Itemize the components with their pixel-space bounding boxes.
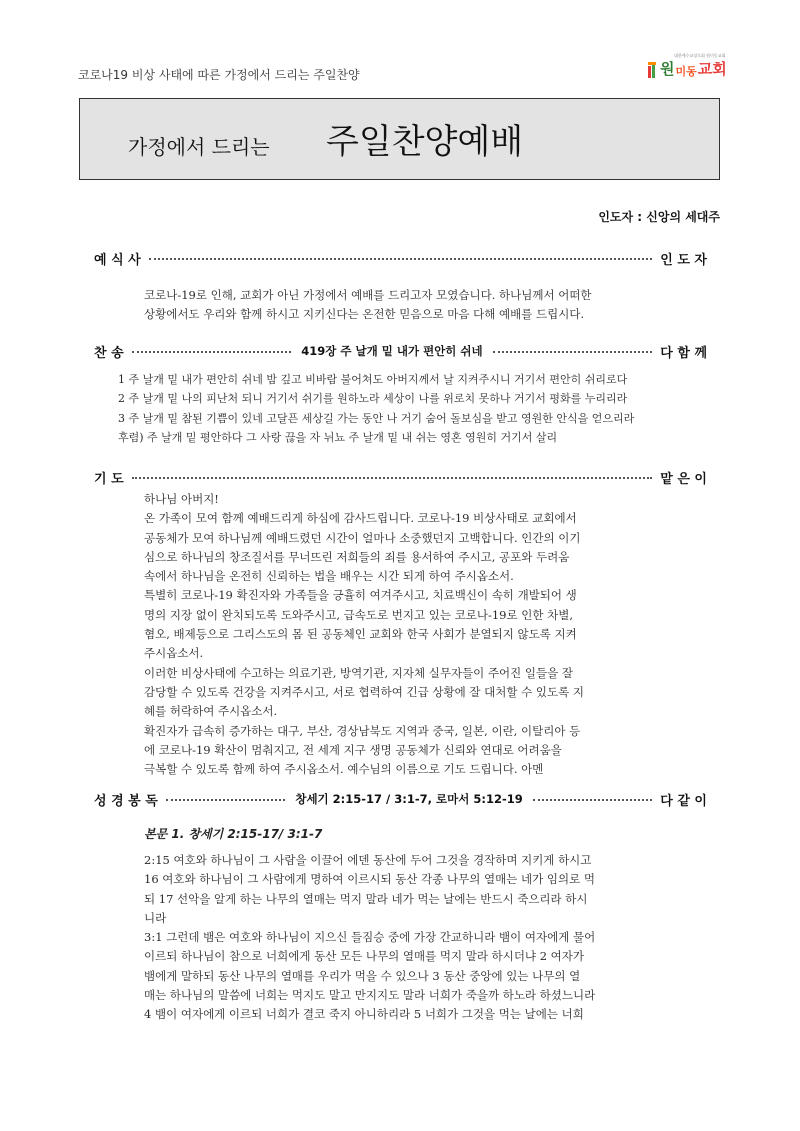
text-line: 극복할 수 있도록 함께 하여 주시옵소서. 예수님의 이름으로 기도 드립니다. 아멘 xyxy=(144,762,544,777)
text-line: 상황에서도 우리와 함께 하시고 지키신다는 온전한 믿음으로 마음 다해 예배를 드립시다. xyxy=(144,307,585,322)
church-logo-icon xyxy=(648,60,658,78)
text-line: 1 주 날개 밑 내가 편안히 쉬네 밤 깊고 비바람 불어쳐도 아버지께서 날 지켜주시니 거기서 편안히 쉬리로다 xyxy=(118,373,628,386)
worship-words-text xyxy=(144,286,592,325)
text-line: 니라 xyxy=(144,910,167,925)
section-role: 다 함 께 xyxy=(660,345,708,361)
section-role: 인 도 자 xyxy=(660,252,707,268)
text-line: 코로나-19로 인해, 교회가 아닌 가정에서 예배를 드리고자 모였습니다. 하나님께서 어떠한 xyxy=(144,288,592,302)
text-line: 2:15 여호와 하나님이 그 사람을 이끌어 에덴 동산에 두어 그것을 경작하며 지키게 하시고 xyxy=(144,853,592,867)
text-line: 혜를 허락하여 주시옵소서. xyxy=(144,704,278,719)
hymn-title: 419장 주 날개 밑 내가 편안히 쉬네 xyxy=(301,344,483,358)
dotted-leader xyxy=(149,258,653,260)
dotted-leader xyxy=(132,477,653,479)
text-line: 공동체가 모여 하나님께 예배드렸던 시간이 얼마나 소중했던지 고백합니다. 인간의 이기 xyxy=(144,530,581,545)
text-line: 후렴) 주 날개 밑 평안하다 그 사랑 끊을 자 뉘뇨 주 날개 밑 내 쉬는 영혼 영원히 거기서 살리 xyxy=(118,430,558,444)
section-label: 예 식 사 xyxy=(94,252,141,268)
logo-prefix: 원 xyxy=(660,60,675,78)
leader-line: 인도자 : 신앙의 세대주 xyxy=(598,210,720,224)
section-role: 다 같 이 xyxy=(660,793,707,809)
dotted-leader xyxy=(493,351,653,353)
logo-suffix: 교회 xyxy=(697,60,727,78)
text-line: 심으로 하나님의 창조질서를 무너뜨린 저희들의 죄를 용서하여 주시고, 공포와 두려움 xyxy=(144,549,570,564)
page-title: 주일찬양예배 xyxy=(326,122,524,162)
text-line: 감당할 수 있도록 건강을 지켜주시고, 서로 협력하여 긴급 상황에 잘 대처할 수 있도록 지 xyxy=(144,684,584,699)
dotted-leader xyxy=(166,799,286,801)
text-line: 명의 지장 없이 완치되도록 도와주시고, 급속도로 번지고 있는 코로나-19로 인한 차별, xyxy=(144,607,573,622)
text-line: 2 주 날개 밑 나의 피난처 되니 거기서 쉬기를 원하노라 세상이 나를 위로치 못하나 거기서 평화를 누리리라 xyxy=(118,392,628,406)
section-prayer xyxy=(94,468,707,486)
scripture-text xyxy=(144,851,595,1025)
section-hymn xyxy=(94,342,707,360)
scripture-subhead: 본문 1. 창세기 2:15-17/ 3:1-7 xyxy=(144,827,323,841)
prayer-text xyxy=(144,490,584,779)
dotted-leader xyxy=(533,799,653,801)
section-label: 찬 송 xyxy=(94,345,124,361)
text-line: 매는 하나님의 말씀에 너희는 먹지도 말고 만지지도 말라 너희가 죽을까 하노라 하셨느니라 xyxy=(144,988,596,1003)
section-label: 기 도 xyxy=(94,471,124,487)
text-line: 온 가족이 모여 함께 예배드리게 하심에 감사드립니다. 코로나-19 비상사태로 교회에서 xyxy=(144,511,577,526)
scripture-reference: 창세기 2:15-17 / 3:1-7, 로마서 5:12-19 xyxy=(295,792,523,806)
text-line: 확진자가 급속히 증가하는 대구, 부산, 경상남북도 지역과 중국, 일본, 이란, 이탈리아 등 xyxy=(144,723,581,738)
text-line: 하나님 아버지! xyxy=(144,492,219,506)
text-line: 4 뱀이 여자에게 이르되 너희가 결코 죽지 아니하리라 5 너희가 그것을 먹는 날에는 너희 xyxy=(144,1007,584,1022)
title-small: 가정에서 드리는 xyxy=(128,135,270,159)
section-scripture xyxy=(94,790,707,808)
church-logo xyxy=(648,53,727,79)
section-label: 성 경 봉 독 xyxy=(94,793,158,809)
text-line: 주시옵소서. xyxy=(144,646,204,661)
hymn-lyrics xyxy=(118,370,634,447)
dotted-leader xyxy=(132,351,292,353)
title-box xyxy=(79,98,720,180)
logo-small: 미동 xyxy=(675,65,697,78)
text-line: 3:1 그런데 뱀은 여호와 하나님이 지으신 들짐승 중에 가장 간교하니라 뱀이 여자에게 물어 xyxy=(144,930,596,945)
header-note: 코로나19 비상 사태에 따른 가정에서 드리는 주일찬양 xyxy=(78,68,360,82)
text-line: 특별히 코로나-19 확진자와 가족들을 긍휼히 여겨주시고, 치료백신이 속히 개발되어 생 xyxy=(144,588,577,603)
text-line: 3 주 날개 밑 참된 기쁨이 있네 고달픈 세상길 가는 동안 나 거기 숨어 돌보심을 받고 영원한 안식을 얻으리라 xyxy=(118,411,635,425)
section-role: 맡 은 이 xyxy=(660,471,707,487)
text-line: 뱀에게 말하되 동산 나무의 열매를 우리가 먹을 수 있으나 3 동산 중앙에 있는 나무의 열 xyxy=(144,968,581,983)
text-line: 이러한 비상사태에 수고하는 의료기관, 방역기관, 지자체 실무자들이 주어진 일들을 잘 xyxy=(144,665,574,680)
text-line: 에 코로나-19 확산이 멈춰지고, 전 세계 지구 생명 공동체가 신뢰와 연대로 어려움을 xyxy=(144,742,562,757)
text-line: 되 17 선악을 알게 하는 나무의 열매는 먹지 말라 네가 먹는 날에는 반드시 죽으리라 하시 xyxy=(144,891,588,906)
text-line: 혐오, 배제등으로 그리스도의 몸 된 공동체인 교회와 한국 사회가 분열되지 않도록 지켜 xyxy=(144,627,577,642)
logo-subtitle: 대한예수교장로회 원미동교회 xyxy=(674,53,726,58)
section-worship-words xyxy=(94,249,707,267)
text-line: 16 여호와 하나님이 그 사람에게 명하여 이르시되 동산 각종 나무의 열매는 네가 임의로 먹 xyxy=(144,872,595,887)
text-line: 이르되 하나님이 참으로 너희에게 동산 모든 나무의 열매를 먹지 말라 하시더냐 2 여자가 xyxy=(144,949,584,964)
text-line: 속에서 하나님을 온전히 신뢰하는 법을 배우는 시간 되게 하여 주시옵소서. xyxy=(144,569,514,584)
